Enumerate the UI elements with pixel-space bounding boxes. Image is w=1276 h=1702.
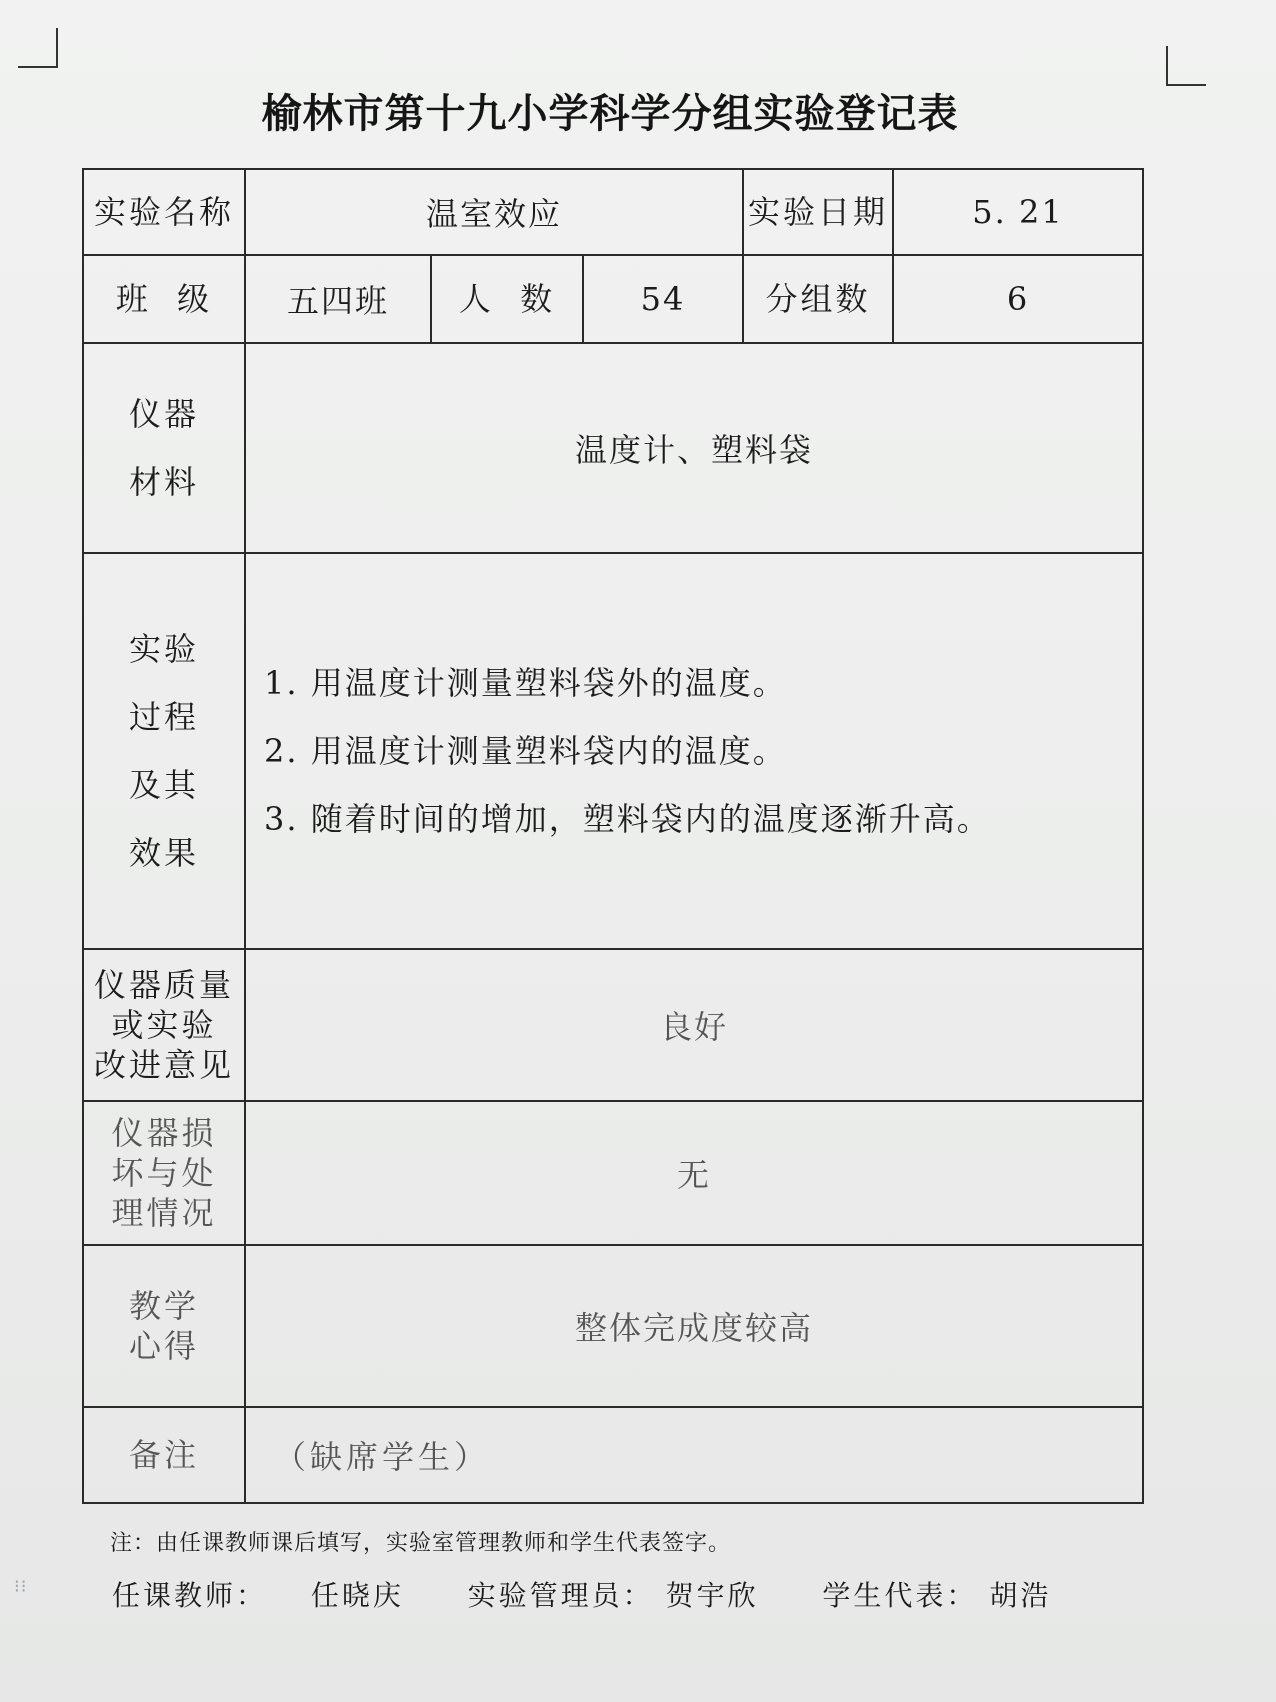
process-step-2: 2. 用温度计测量塑料袋内的温度。	[264, 732, 787, 770]
drag-handle-icon: ⁝⁝	[14, 1576, 28, 1597]
teaching-value: 整体完成度较高	[245, 1245, 1143, 1407]
table-row	[83, 255, 1143, 343]
admin-name: 贺宇欣	[665, 1579, 759, 1612]
footnote: 注：由任课教师课后填写，实验室管理教师和学生代表签字。	[110, 1531, 732, 1556]
process-label: 实验 过程 及其 效果	[128, 630, 199, 872]
table-row	[83, 169, 1143, 255]
teaching-label-cell	[83, 1245, 245, 1407]
page-title: 榆林市第十九小学科学分组实验登记表	[261, 91, 959, 137]
damage-label: 仪器损 坏与处 理情况	[111, 1114, 217, 1232]
materials-value: 温度计、塑料袋	[245, 343, 1143, 553]
process-content	[245, 553, 1143, 949]
damage-label-cell	[83, 1101, 245, 1245]
experiment-name-value: 温室效应	[245, 169, 743, 255]
table-row	[83, 343, 1143, 553]
class-value: 五四班	[245, 255, 431, 343]
experiment-date-label: 实验日期	[743, 169, 893, 255]
experiment-name-label: 实验名称	[83, 169, 245, 255]
student-rep-name: 胡浩	[989, 1579, 1052, 1612]
group-count-label: 分组数	[743, 255, 893, 343]
crop-mark-top-right	[1166, 46, 1206, 86]
teacher-name: 任晓庆	[310, 1579, 404, 1612]
materials-label: 仪器 材料	[128, 395, 199, 501]
experiment-date-value: 5. 21	[893, 169, 1143, 255]
remarks-value: （缺席学生）	[245, 1407, 1143, 1503]
group-count-value: 6	[893, 255, 1143, 343]
headcount-value: 54	[583, 255, 743, 343]
crop-mark-top-left	[18, 28, 58, 68]
table-row	[83, 1101, 1143, 1245]
process-label-cell	[83, 553, 245, 949]
process-steps-list	[264, 649, 1142, 853]
teaching-label: 教学 心得	[128, 1287, 199, 1365]
quality-value: 良好	[245, 949, 1143, 1101]
materials-label-cell	[83, 343, 245, 553]
quality-label-cell	[83, 949, 245, 1101]
student-rep-label: 学生代表：	[822, 1579, 978, 1612]
process-step-3: 3. 随着时间的增加，塑料袋内的温度逐渐升高。	[264, 800, 991, 838]
table-row	[83, 553, 1143, 949]
quality-label: 仪器质量 或实验 改进意见	[93, 966, 234, 1084]
teacher-label: 任课教师：	[112, 1579, 268, 1612]
table-row	[83, 949, 1143, 1101]
signature-line	[112, 1574, 1051, 1614]
headcount-label: 人 数	[431, 255, 583, 343]
class-label: 班 级	[83, 255, 245, 343]
table-row	[83, 1245, 1143, 1407]
table-row	[83, 1407, 1143, 1503]
experiment-registration-table	[82, 168, 1144, 1504]
admin-label: 实验管理员：	[467, 1579, 654, 1612]
remarks-label: 备注	[83, 1407, 245, 1503]
damage-value: 无	[245, 1101, 1143, 1245]
process-step-1: 1. 用温度计测量塑料袋外的温度。	[264, 664, 787, 702]
